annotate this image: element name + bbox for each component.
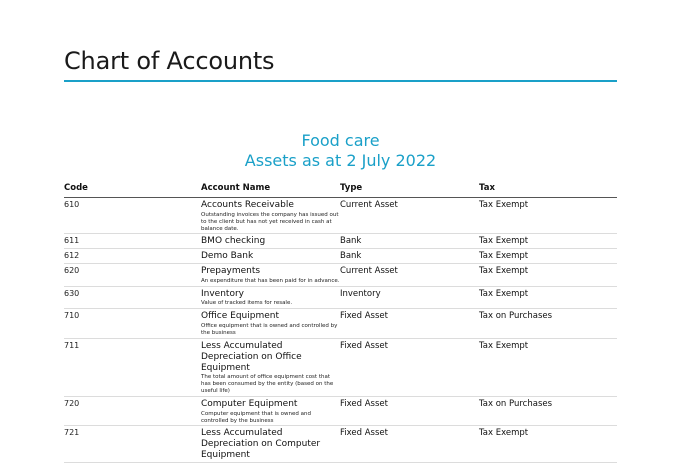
account-description: Office equipment that is owned and controlled by the business <box>201 323 338 337</box>
account-cell <box>201 338 340 396</box>
account-tax: Tax Exempt <box>479 286 617 309</box>
account-name: Prepayments <box>201 266 261 277</box>
header-tax: Tax <box>479 183 617 198</box>
table-header-row <box>64 183 617 198</box>
account-name: Computer Equipment <box>201 398 298 409</box>
table-row <box>64 286 617 309</box>
account-tax: Tax Exempt <box>479 338 617 396</box>
account-cell <box>201 234 340 249</box>
table-row <box>64 249 617 264</box>
account-name: Less Accumulated Depreciation on Office Equipment <box>201 340 302 373</box>
account-name: Office Equipment <box>201 311 279 322</box>
account-cell <box>201 286 340 309</box>
account-code: 610 <box>64 198 201 234</box>
account-code: 630 <box>64 286 201 309</box>
header-account-name: Account Name <box>201 183 340 198</box>
account-tax: Tax Exempt <box>479 249 617 264</box>
table-row <box>64 309 617 339</box>
account-cell <box>201 198 340 234</box>
account-tax: Tax Exempt <box>479 426 617 462</box>
account-code: 711 <box>64 338 201 396</box>
account-description: Outstanding invoices the company has issued out to the client but has not yet received in cash at balance date. <box>201 211 339 232</box>
account-description: Value of tracked items for resale. <box>201 300 293 307</box>
header-type: Type <box>340 183 479 198</box>
account-name: Demo Bank <box>201 251 254 262</box>
account-tax: Tax on Purchases <box>479 309 617 339</box>
account-type: Current Asset <box>340 198 479 234</box>
table-row <box>64 338 617 396</box>
account-name: Inventory <box>201 288 244 299</box>
account-description: An expenditure that has been paid for in advance. <box>201 277 340 284</box>
account-description: Computer equipment that is owned and controlled by the business <box>201 410 311 424</box>
account-code: 611 <box>64 234 201 249</box>
account-description: The total amount of office equipment cost that has been consumed by the entity (based on the useful life) <box>201 374 334 395</box>
report-period: Assets as at 2 July 2022 <box>244 151 437 170</box>
account-type: Fixed Asset <box>340 309 479 339</box>
table-row <box>64 234 617 249</box>
table-row <box>64 426 617 462</box>
account-name: BMO checking <box>201 236 266 247</box>
account-cell <box>201 309 340 339</box>
account-type: Fixed Asset <box>340 426 479 462</box>
account-cell <box>201 264 340 287</box>
account-cell <box>201 426 340 462</box>
header-code: Code <box>64 183 201 198</box>
table-row <box>64 396 617 426</box>
account-type: Current Asset <box>340 264 479 287</box>
account-tax: Tax Exempt <box>479 198 617 234</box>
account-type: Inventory <box>340 286 479 309</box>
account-code: 720 <box>64 396 201 426</box>
account-code: 620 <box>64 264 201 287</box>
account-type: Fixed Asset <box>340 396 479 426</box>
account-type: Bank <box>340 249 479 264</box>
account-type: Bank <box>340 234 479 249</box>
accounts-table <box>64 183 617 463</box>
table-row <box>64 198 617 234</box>
account-tax: Tax on Purchases <box>479 396 617 426</box>
account-code: 721 <box>64 426 201 462</box>
document-title: Chart of Accounts <box>64 47 275 75</box>
title-rule <box>64 80 617 82</box>
account-name: Accounts Receivable <box>201 200 294 210</box>
account-cell <box>201 396 340 426</box>
organization-name: Food care <box>301 131 380 150</box>
account-tax: Tax Exempt <box>479 264 617 287</box>
account-tax: Tax Exempt <box>479 234 617 249</box>
account-cell <box>201 249 340 264</box>
account-type: Fixed Asset <box>340 338 479 396</box>
table-row <box>64 264 617 287</box>
account-code: 612 <box>64 249 201 264</box>
account-name: Less Accumulated Depreciation on Computer Equipment <box>201 428 321 461</box>
account-code: 710 <box>64 309 201 339</box>
